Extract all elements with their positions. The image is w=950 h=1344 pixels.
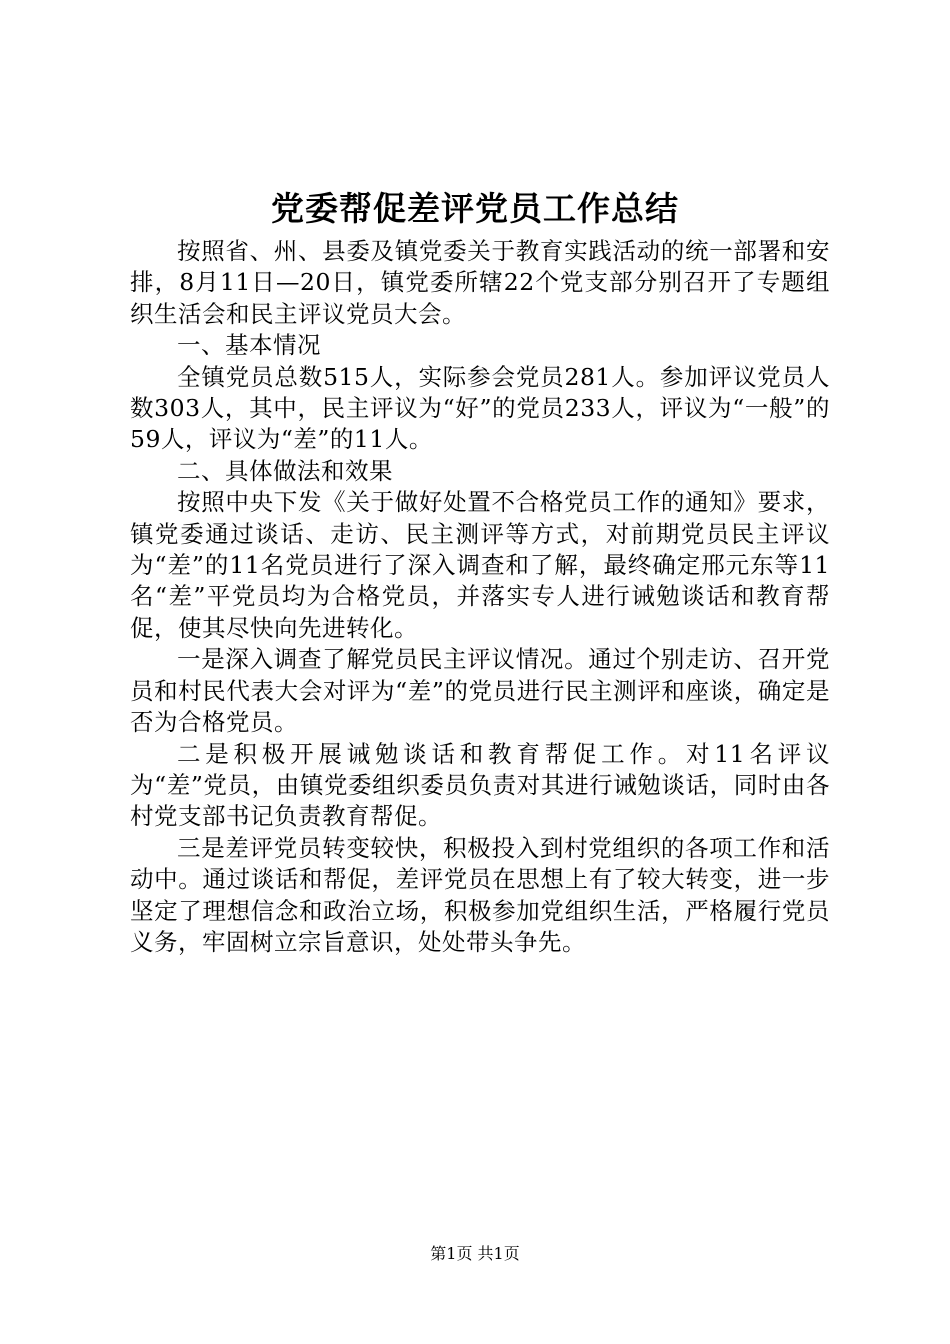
document-title: 党委帮促差评党员工作总结 xyxy=(271,189,679,228)
point-three-paragraph: 三是差评党员转变较快，积极投入到村党组织的各项工作和活动中。通过谈话和帮促，差评党员在思想上有了较大转变，进一步坚定了理想信念和政治立场，积极参加党组织生活，严格履行党员义务，牢固树立宗旨意识，处处带头争先。 xyxy=(130,833,830,956)
methods-paragraph: 按照中央下发《关于做好处置不合格党员工作的通知》要求，镇党委通过谈话、走访、民主测评等方式，对前期党员民主评议为“差”的11名党员进行了深入调查和了解，最终确定邢元东等11名“差”平党员均为合格党员，并落实专人进行诫勉谈话和教育帮促，使其尽快向先进转化。 xyxy=(130,488,830,642)
section-heading-basic-situation: 一、基本情况 xyxy=(177,331,321,360)
document-body xyxy=(130,236,830,958)
basic-situation-paragraph: 全镇党员总数515人，实际参会党员281人。参加评议党员人数303人，其中，民主评议为“好”的党员233人，评议为“一般”的59人，评议为“差”的11人。 xyxy=(130,362,830,454)
point-two-paragraph: 二是积极开展诫勉谈话和教育帮促工作。对11名评议为“差”党员，由镇党委组织委员负责对其进行诫勉谈话，同时由各村党支部书记负责教育帮促。 xyxy=(130,739,830,831)
page-footer: 第1页 共1页 xyxy=(430,1244,520,1263)
section-heading-methods: 二、具体做法和效果 xyxy=(177,456,393,485)
intro-paragraph: 按照省、州、县委及镇党委关于教育实践活动的统一部署和安排，8月11日—20日，镇党委所辖22个党支部分别召开了专题组织生活会和民主评议党员大会。 xyxy=(130,237,830,328)
point-one-paragraph: 一是深入调查了解党员民主评议情况。通过个别走访、召开党员和村民代表大会对评为“差”的党员进行民主测评和座谈，确定是否为合格党员。 xyxy=(130,645,830,737)
